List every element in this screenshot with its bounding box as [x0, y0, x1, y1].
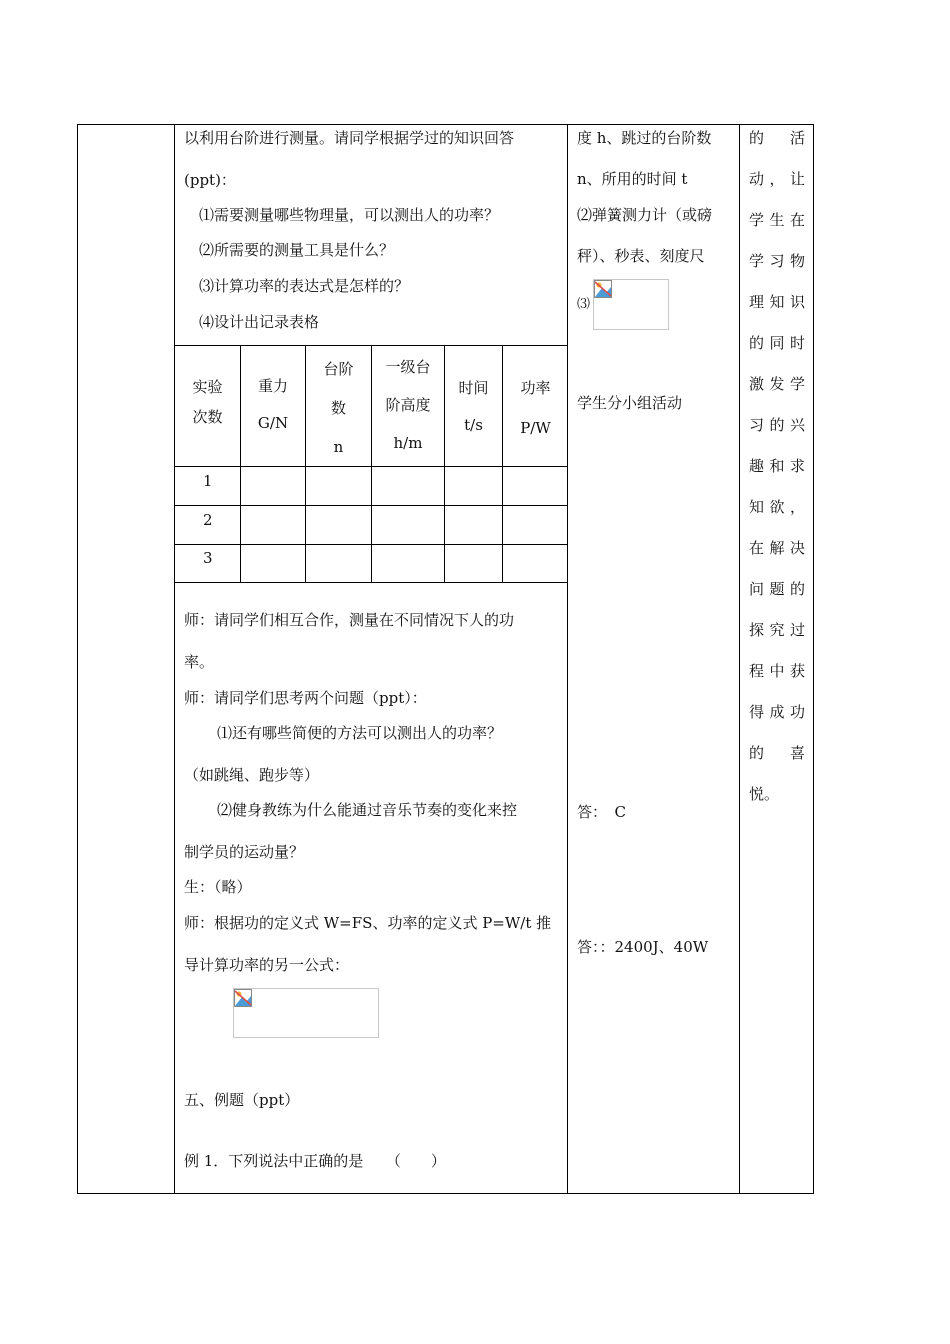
broken-image-icon — [234, 989, 252, 1007]
column-divider-1 — [174, 124, 175, 1194]
example-1: 例 1．下列说法中正确的是 （ ） — [184, 1152, 446, 1170]
answer-line-5: ⑶ — [577, 297, 591, 312]
header-trial: 实验 次数 — [192, 378, 223, 426]
header-time: 时间 t/s — [458, 379, 489, 434]
question-2: ⑵所需要的测量工具是什么？ — [199, 241, 395, 259]
column-divider-2 — [567, 124, 568, 1194]
header-weight: 重力 G/N — [257, 377, 289, 432]
intro-line-1: 以利用台阶进行测量。请同学根据学过的知识回答 — [184, 129, 515, 147]
question-1: ⑴需要测量哪些物理量，可以测出人的功率？ — [199, 206, 500, 224]
answer-c: 答： C — [577, 803, 626, 821]
think-question-2a: ⑵健身教练为什么能通过音乐节奏的变化来控 — [217, 801, 518, 819]
answer-line-1: 度 h、跳过的台阶数 — [577, 129, 712, 147]
answer-line-2: n、所用的时间 t — [577, 170, 688, 188]
header-power: 功率 P/W — [520, 379, 551, 437]
question-3: ⑶计算功率的表达式是怎样的？ — [199, 277, 410, 295]
answer-line-3: ⑵弹簧测力计（或磅 — [577, 206, 713, 224]
formula-image — [233, 988, 379, 1038]
teacher-line-2: 师：请同学们思考两个问题（ppt）： — [184, 689, 427, 707]
table-bottom-border — [77, 1193, 814, 1194]
question-4: ⑷设计出记录表格 — [199, 313, 320, 331]
header-step-height: 一级台 阶高度 h/m — [385, 358, 431, 452]
think-question-1b: （如跳绳、跑步等） — [184, 766, 320, 784]
answer-line-4: 秤）、秒表、刻度尺 — [577, 247, 705, 265]
power-formula-image — [593, 279, 669, 330]
section-heading-examples: 五、例题（ppt） — [184, 1091, 300, 1109]
row-number: 2 — [203, 511, 213, 529]
student-line: 生：（略） — [184, 878, 252, 896]
teacher-line-1a: 师：请同学们相互合作，测量在不同情况下人的功 — [184, 611, 515, 629]
teacher-line-3a: 师：根据功的定义式 W=FS、功率的定义式 P=W/t 推 — [184, 914, 552, 932]
teacher-line-1b: 率。 — [184, 653, 215, 671]
answer-values: 答：：2400J、40W — [577, 938, 709, 956]
table-top-border — [77, 124, 814, 125]
think-question-1a: ⑴还有哪些简便的方法可以测出人的功率？ — [217, 724, 503, 742]
column-divider-3 — [739, 124, 740, 1194]
row-number: 3 — [203, 549, 213, 567]
table-left-border — [77, 124, 78, 1194]
teacher-line-3b: 导计算功率的另一公式： — [184, 956, 350, 974]
header-steps: 台阶 数 n — [323, 360, 354, 456]
row-number: 1 — [203, 472, 213, 490]
think-question-2b: 制学员的运动量？ — [184, 843, 305, 861]
student-activity: 学生分小组活动 — [577, 394, 683, 412]
table-right-border — [813, 124, 814, 1194]
broken-image-icon — [594, 280, 612, 298]
intro-line-2: (ppt)： — [184, 171, 236, 189]
